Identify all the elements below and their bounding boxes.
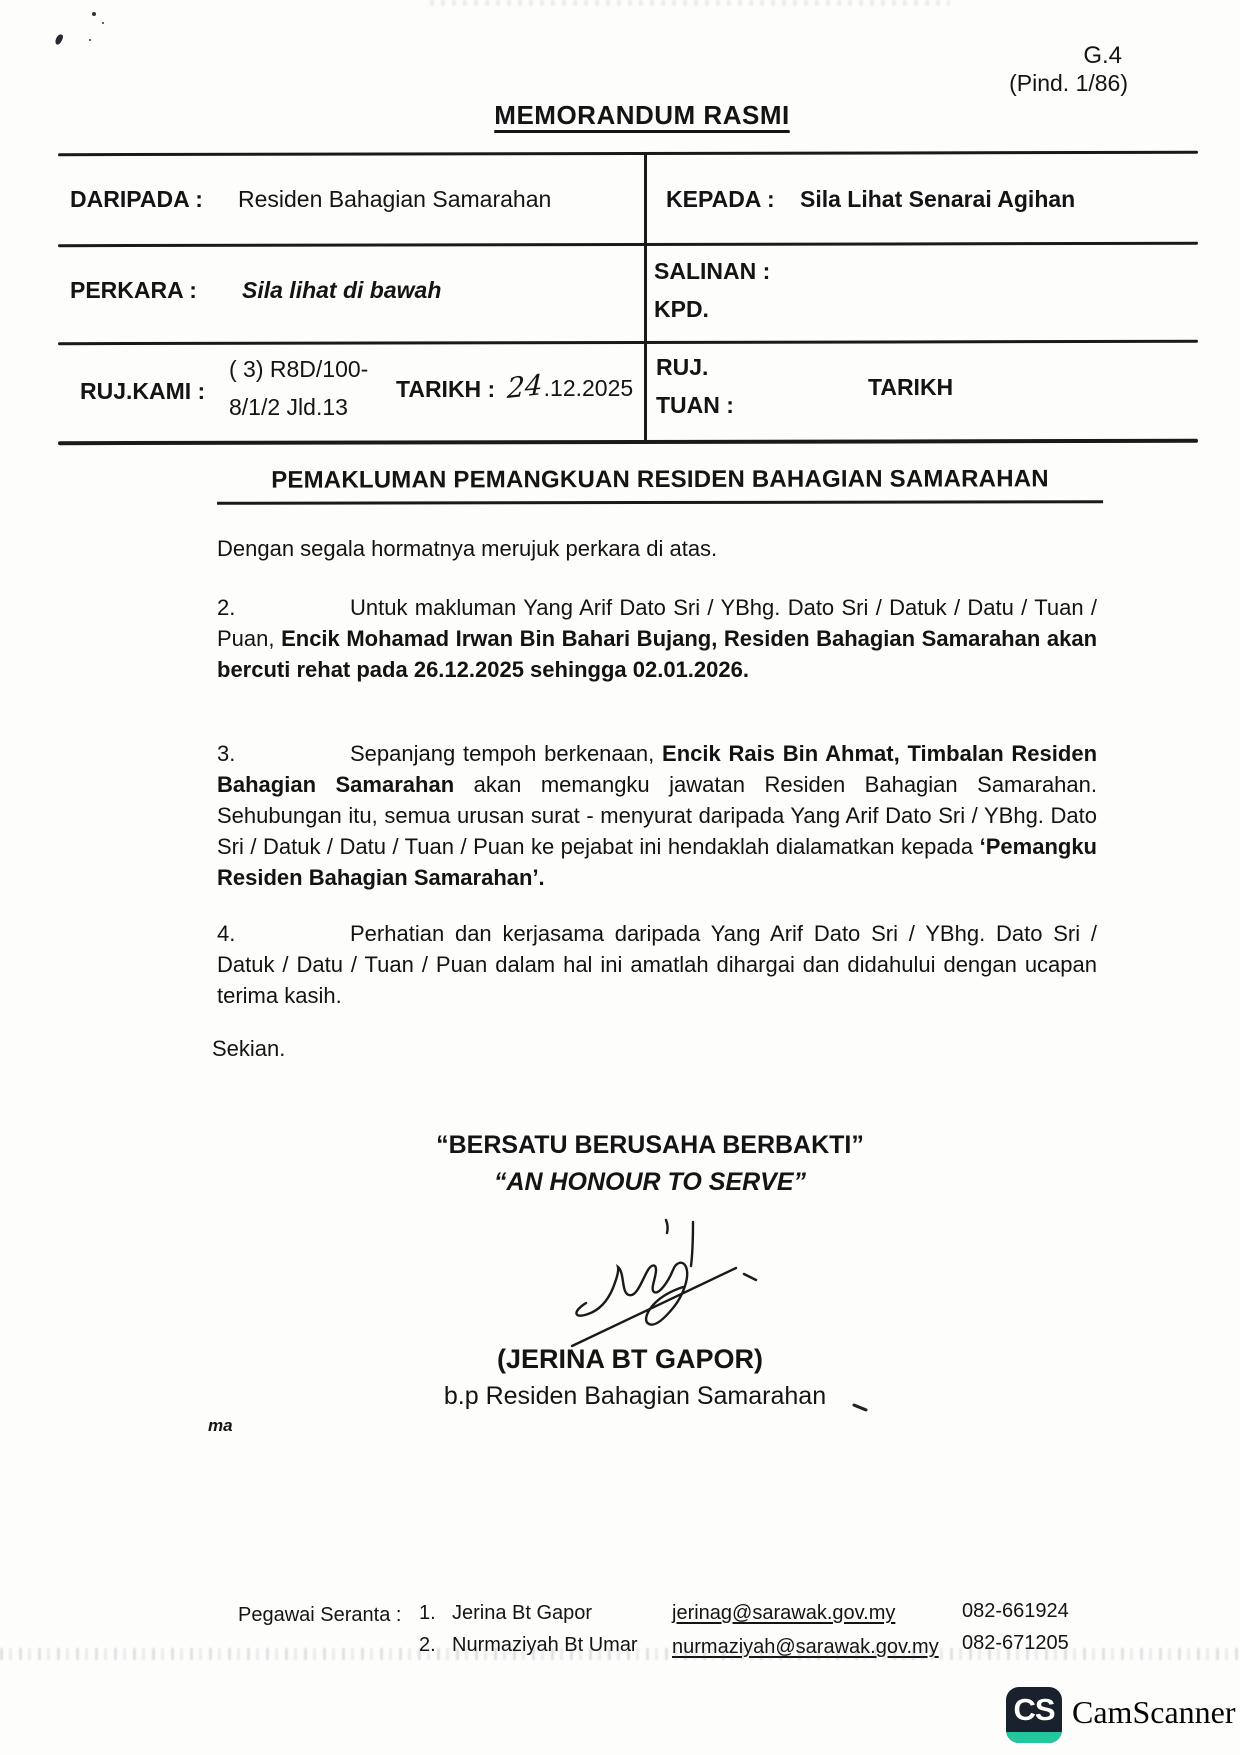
daripada-value: Residen Bahagian Samarahan	[238, 186, 552, 212]
ruj-tuan-line2: TUAN :	[656, 392, 734, 418]
camscanner-wordmark: CamScanner	[1072, 1694, 1236, 1730]
paragraph-3-mid: akan memangku jawatan Residen Bahagian Samarahan. Sehubungan itu, semua urusan surat - menyurat daripada Yang Arif Dato Sri / YBhg. Dato Sri / Datuk / Datu / Tuan / Puan ke pejabat ini hendaklah dialamatkan kepada	[217, 772, 1097, 859]
paragraph-4	[217, 918, 1097, 1011]
contact-2-number: 2.	[419, 1634, 436, 1656]
ruj-kami-ref-line1: ( 3) R8D/100-	[229, 356, 369, 382]
contact-2-email: nurmaziyah@sarawak.gov.my	[672, 1636, 939, 1658]
paragraph-2-number: 2.	[217, 595, 236, 620]
paragraph-1: Dengan segala hormatnya merujuk perkara di atas.	[217, 536, 718, 561]
table-column-divider	[644, 153, 647, 443]
scan-noise-top	[430, 0, 950, 6]
scan-noise-band	[0, 1648, 1240, 1660]
paragraph-3	[217, 738, 1097, 893]
ink-speck	[92, 12, 96, 16]
ruj-kami-ref-line2: 8/1/2 Jld.13	[229, 394, 348, 420]
daripada-label: DARIPADA :	[70, 186, 203, 212]
paragraph-3-bold-1: Encik Rais Bin Ahmat, Timbalan Residen Bahagian Samarahan	[217, 741, 1098, 797]
tarikh-right-label: TARIKH	[868, 374, 954, 400]
cs-accent-bar	[1006, 1732, 1062, 1743]
perkara-value: Sila lihat di bawah	[242, 277, 442, 303]
salinan-label: SALINAN :	[654, 258, 771, 284]
contact-1-email: jerinag@sarawak.gov.my	[672, 1602, 896, 1624]
paragraph-4-number: 4.	[217, 921, 236, 946]
subject-title: PEMAKLUMAN PEMANGKUAN RESIDEN BAHAGIAN SAMARAHAN	[271, 465, 1049, 494]
signature-scribble	[556, 1208, 776, 1358]
document-title-wrap	[392, 100, 892, 131]
contact-1-phone: 082-661924	[962, 1600, 1069, 1622]
table-border-bottom	[58, 439, 1198, 445]
contact-1-name: Jerina Bt Gapor	[452, 1602, 593, 1624]
contact-1-number: 1.	[419, 1602, 436, 1624]
ink-speck	[54, 33, 64, 45]
closing-word: Sekian.	[212, 1036, 286, 1061]
paragraph-2-lead: Untuk makluman Yang Arif Dato Sri / YBhg. Dato Sri / Datuk / Datu / Tuan / Puan,	[217, 595, 1097, 651]
table-row-divider-2	[58, 340, 1198, 345]
paragraph-3-bold-2: ‘Pemangku Residen Bahagian Samarahan’.	[217, 834, 1097, 890]
typist-initials: ma	[208, 1416, 233, 1435]
cs-monogram: CS	[1013, 1692, 1055, 1727]
form-code: G.4	[1083, 42, 1122, 69]
paragraph-2	[217, 592, 1097, 685]
form-revision: (Pind. 1/86)	[1009, 70, 1128, 96]
ruj-kami-label: RUJ.KAMI :	[80, 378, 206, 404]
motto-line-2: “AN HONOUR TO SERVE”	[493, 1168, 807, 1196]
table-border-top	[58, 151, 1198, 156]
camscanner-logo-icon	[1006, 1687, 1062, 1743]
signatory-name: (JERINA BT GAPOR)	[496, 1344, 763, 1374]
tarikh-label: TARIKH :	[396, 376, 496, 402]
document-title: MEMORANDUM RASMI	[494, 100, 790, 130]
kepada-label: KEPADA :	[666, 186, 775, 212]
tarikh-rest: .12.2025	[543, 375, 634, 401]
contact-2-name: Nurmaziyah Bt Umar	[452, 1634, 638, 1656]
paragraph-3-number: 3.	[217, 741, 236, 766]
pen-tick-mark	[852, 1403, 868, 1412]
table-row-divider-1	[58, 242, 1198, 247]
ruj-tuan-line1: RUJ.	[656, 354, 709, 380]
contact-2-phone: 082-671205	[962, 1632, 1069, 1654]
perkara-label: PERKARA :	[70, 277, 197, 303]
paragraph-2-bold: Encik Mohamad Irwan Bin Bahari Bujang, Residen Bahagian Samarahan akan bercuti rehat pada 26.12.2025 sehingga 02.01.2026.	[217, 626, 1098, 682]
tarikh-value	[506, 367, 634, 406]
paragraph-4-text: Perhatian dan kerjasama daripada Yang Arif Dato Sri / YBhg. Dato Sri / Datuk / Datu / Tuan / Puan dalam hal ini amatlah dihargai dan didahului dengan ucapan terima kasih.	[217, 921, 1097, 1008]
kepada-value: Sila Lihat Senarai Agihan	[800, 186, 1076, 212]
subject-title-wrap	[217, 465, 1103, 505]
signatory-role: b.p Residen Bahagian Samarahan	[443, 1382, 827, 1410]
pegawai-seranta-label: Pegawai Seranta :	[238, 1604, 402, 1626]
motto-line-1: “BERSATU BERUSAHA BERBAKTI”	[436, 1131, 864, 1159]
paragraph-3-lead: Sepanjang tempoh berkenaan,	[350, 741, 663, 766]
handwritten-day: 24	[506, 367, 544, 406]
salinan-kpd: KPD.	[654, 296, 709, 322]
